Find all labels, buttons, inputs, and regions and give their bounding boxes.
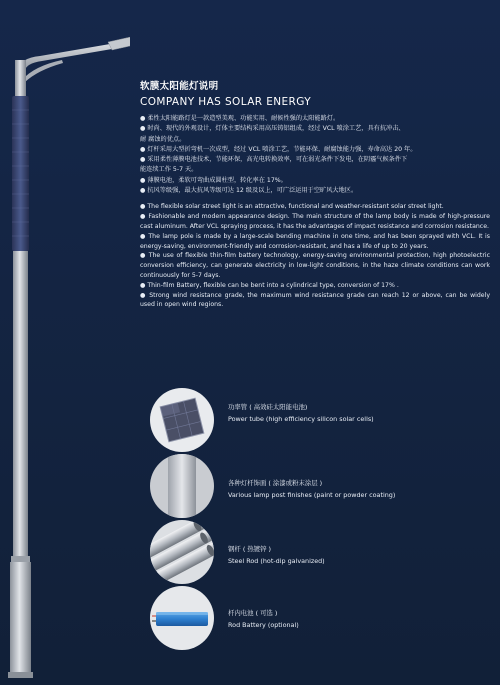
cn-point: ● 柔性太阳能路灯是一款造型美观、功能实用、耐候性强的太阳能路灯。 (140, 115, 340, 122)
solar-street-light-illustration (0, 0, 130, 685)
feature-lamp-post-finish (150, 454, 490, 520)
mid-pole (13, 251, 28, 561)
feature-rod-battery (150, 586, 490, 652)
cn-point: ● 灯杆采用大型折弯机一次成型，经过 VCL 喷涂工艺，节能环保、耐腐蚀能力强，寿命高达 20 年。 (140, 145, 417, 153)
feature-power-tube (150, 388, 490, 454)
feature-label-en: Steel Rod (hot-dip galvanized) (228, 557, 325, 565)
chinese-feature-list (140, 114, 490, 196)
feature-label-en: Various lamp post finishes (paint or powder coating) (228, 491, 396, 499)
cn-point: 耐 腐蚀的优点。 (140, 135, 186, 143)
cn-point: ● 采用柔性薄膜电池技术，节能环保，高光电转换效率，可在弱光条件下发电，在阴霾气候条件下 (140, 156, 408, 164)
en-point: ● Fashionable and modern appearance design. The main structure of the lamp body is made of high-pressure cast aluminum. After VCL spraying process, it has the advantages of impact resistance and corrosion resistance. (140, 213, 490, 230)
feature-label-en: Power tube (high efficiency silicon solar cells) (228, 415, 374, 423)
feature-steel-rod (150, 520, 490, 586)
upper-pole (15, 60, 26, 96)
en-point: ● The lamp pole is made by a large-scale bending machine in one time, and has been sprayed with VCL. It is energy-saving, environment-friendly and corrosion-resistant, and has a life of up to 20 years. (140, 232, 490, 250)
en-point: ● Thin-film Battery, flexible can be bent into a cylindrical type, conversion of 17% . (140, 281, 399, 289)
title-chinese: 软膜太阳能灯说明 (140, 81, 219, 92)
feature-label-cn: 钢杆 ( 热镀锌 ) (228, 545, 272, 553)
feature-label-cn: 各种灯杆饰面 ( 涂漆或粉末涂层 ) (228, 479, 323, 487)
english-feature-list (140, 202, 490, 310)
description-section (140, 78, 490, 310)
rod-battery-icon (150, 586, 214, 650)
cn-point: ● 薄膜电池，柔软可弯曲成圆柱型，转化率在 17%。 (140, 176, 287, 184)
steel-rod-icon (150, 520, 214, 584)
feature-label-cn: 杆内电池 ( 可选 ) (228, 609, 278, 617)
cn-point: ● 抗风等级强，最大抗风等级可达 12 级及以上，可广泛运用于空旷风大地区。 (140, 187, 358, 195)
cn-point: ● 时尚、现代的外观设计，灯体主要结构采用高压铸铝组成，经过 VCL 喷涂工艺，具有抗冲击、 (140, 125, 405, 133)
lamp-post-finish-icon (150, 454, 214, 518)
lower-pole (10, 562, 31, 674)
feature-label-cn: 功率管 ( 高效硅太阳能电池) (228, 403, 308, 411)
lamp-head (108, 30, 130, 50)
lamp-arm (18, 44, 112, 72)
cn-point: 能连续工作 5-7 天。 (140, 166, 198, 174)
en-point: ● Strong wind resistance grade, the maximum wind resistance grade can reach 12 or above, can be widely used in open wind regions. (140, 291, 490, 309)
solar-cell-icon (150, 388, 214, 452)
solar-film-section (12, 96, 29, 251)
en-point: ● The flexible solar street light is an attractive, functional and weather-resistant solar street light. (140, 203, 444, 211)
feature-label-en: Rod Battery (optional) (228, 621, 299, 629)
en-point: ● The use of flexible thin-film battery technology, energy-saving environmental protection, high photoelectric conversion efficiency, can generate electricity in low-light conditions, in the haze climate conditions can work continuously for 5-7 days. (140, 252, 490, 279)
title-english: COMPANY HAS SOLAR ENERGY (140, 96, 312, 108)
